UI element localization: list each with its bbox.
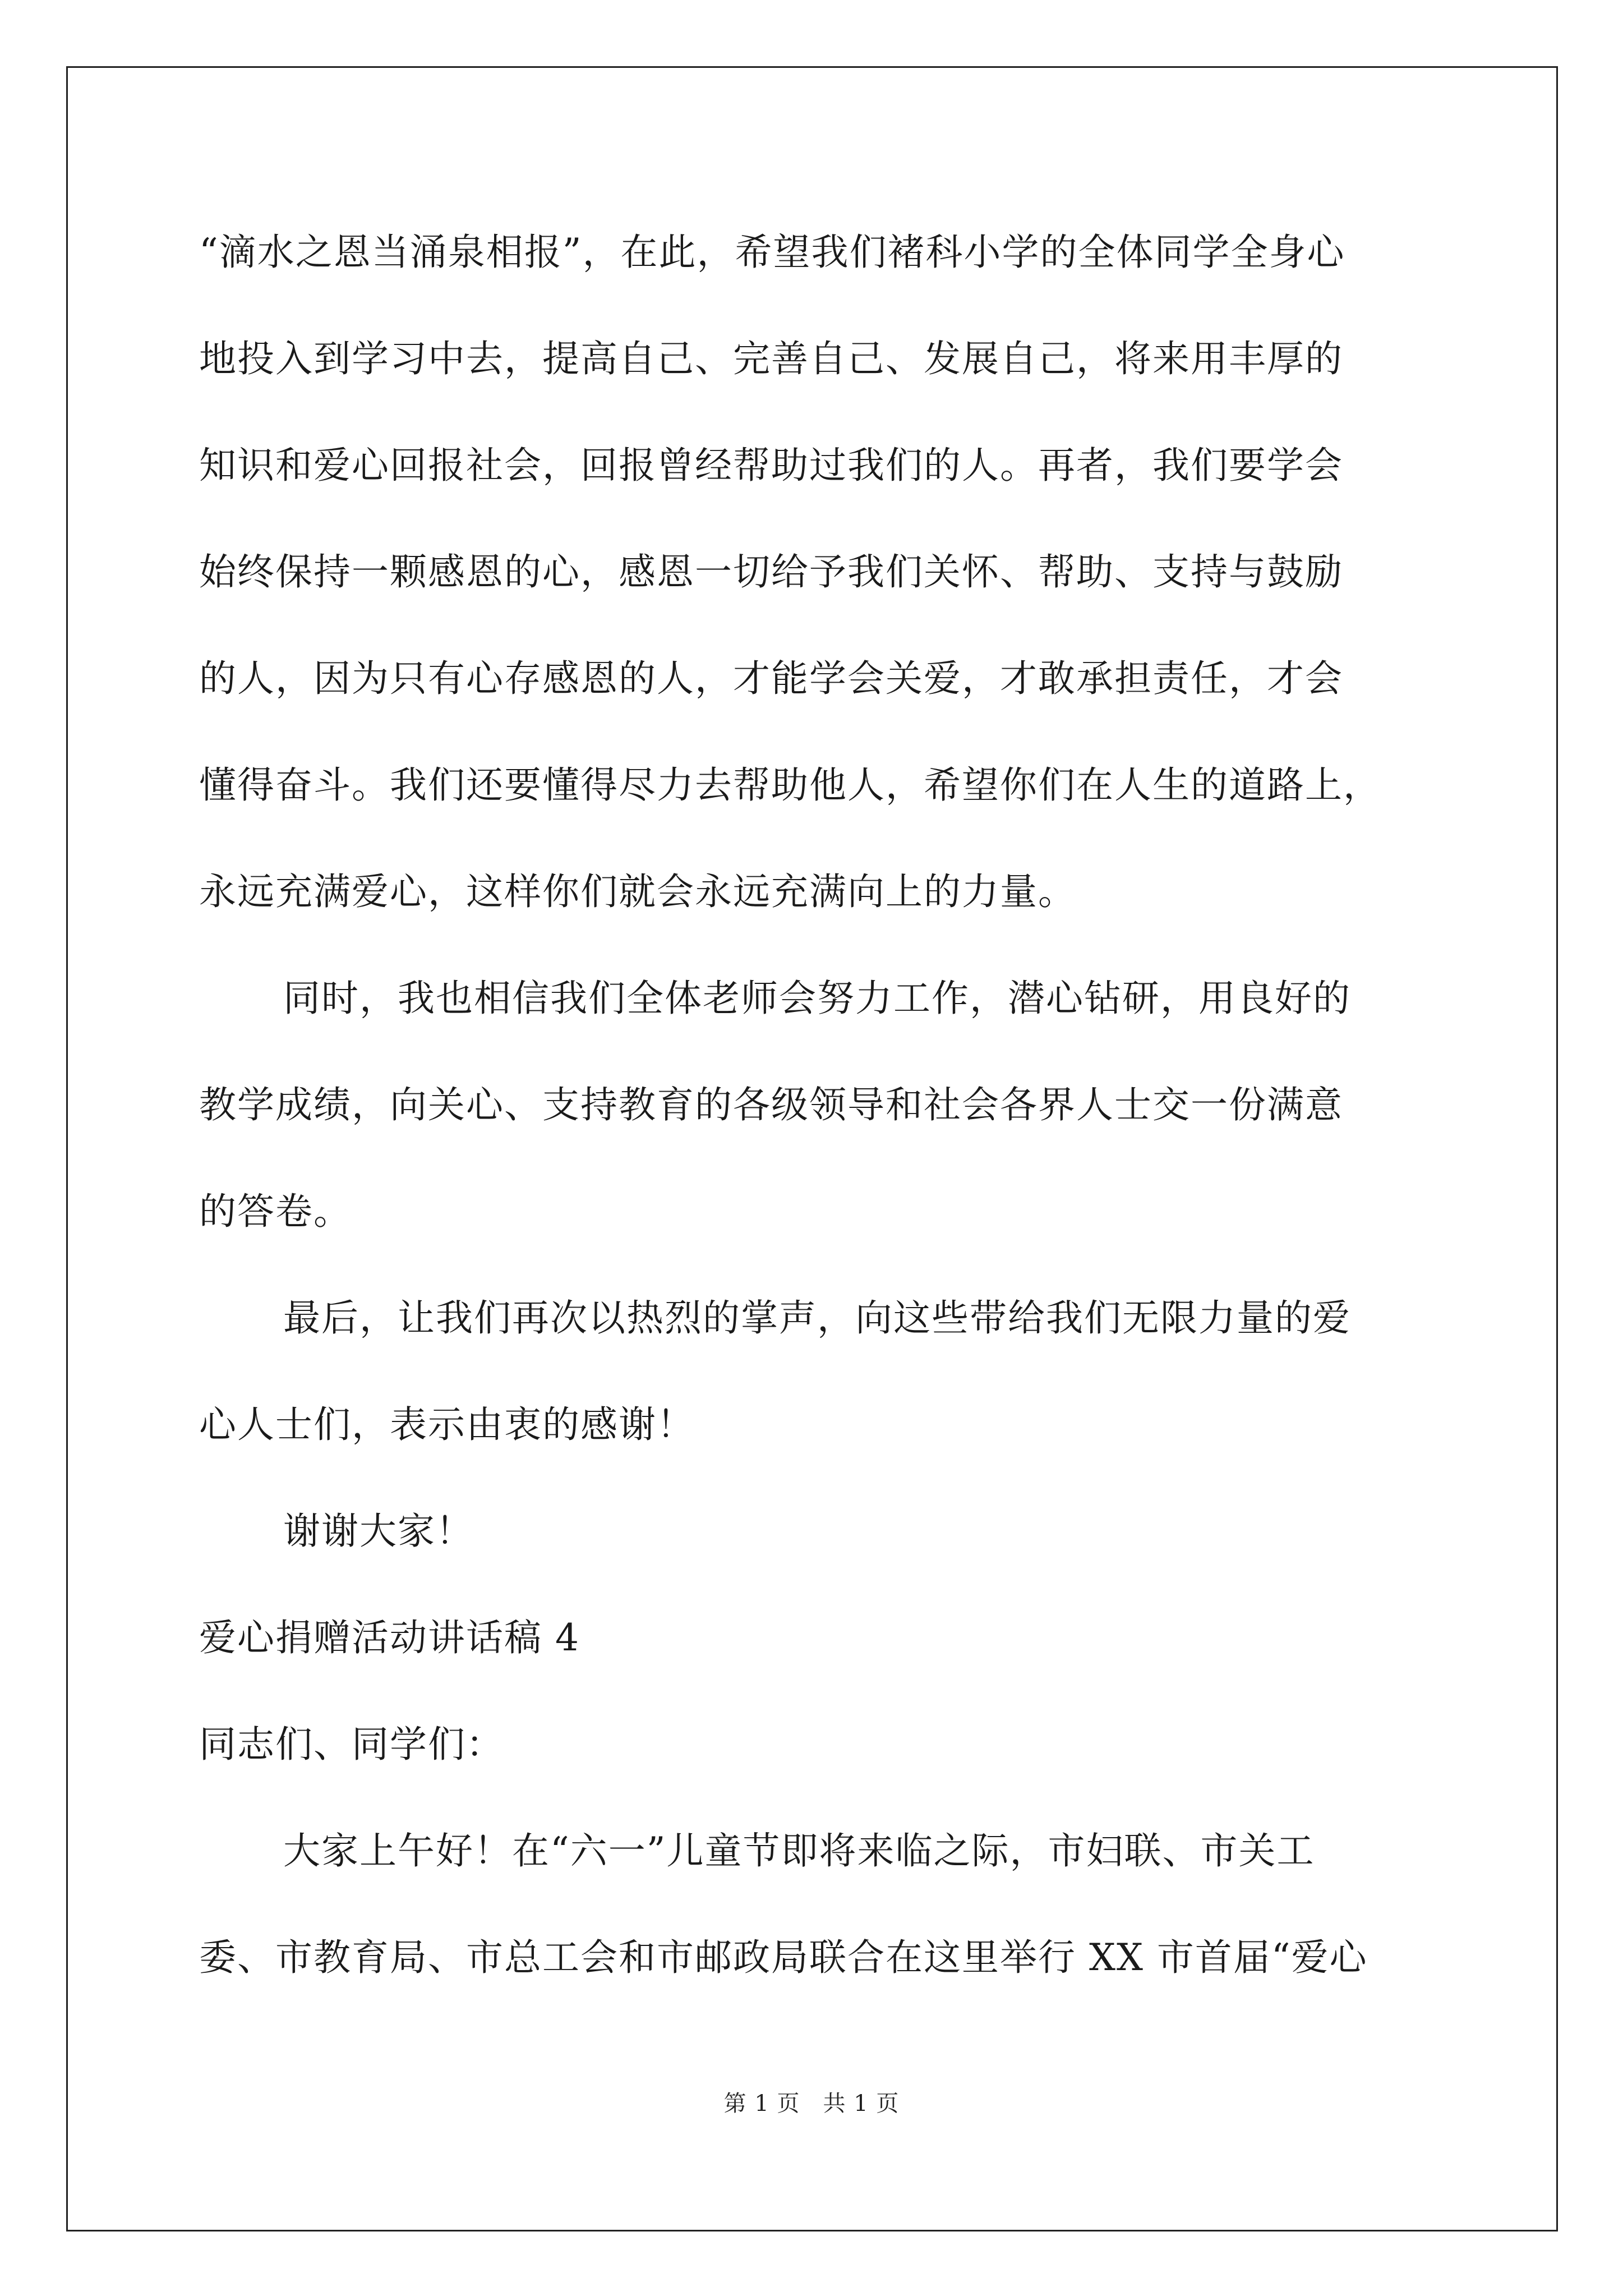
text-line: 心人士们，表示由衷的感谢！ [199, 1403, 695, 1446]
text-line: 同时，我也相信我们全体老师会努力工作，潜心钻研，用良好的 [283, 977, 1351, 1020]
text-line: 的人，因为只有心存感恩的人，才能学会关爱，才敢承担责任，才会 [199, 657, 1343, 700]
section-heading: 爱心捐赠活动讲话稿 4 [199, 1616, 580, 1659]
document-body [199, 199, 1438, 2011]
text-line: 最后，让我们再次以热烈的掌声，向这些带给我们无限力量的爱 [283, 1296, 1351, 1340]
text-line: 始终保持一颗感恩的心，感恩一切给予我们关怀、帮助、支持与鼓励 [199, 550, 1343, 593]
text-line: 永远充满爱心，这样你们就会永远充满向上的力量。 [199, 870, 1076, 913]
text-line: 谢谢大家！ [283, 1510, 474, 1553]
text-line: 委、市教育局、市总工会和市邮政局联合在这里举行 XX 市首届“爱心 [199, 1936, 1368, 1979]
text-line: 地投入到学习中去，提高自己、完善自己、发展自己，将来用丰厚的 [199, 337, 1343, 380]
text-line: 教学成绩，向关心、支持教育的各级领导和社会各界人士交一份满意 [199, 1083, 1343, 1126]
salutation: 同志们、同学们： [199, 1723, 504, 1766]
text-line: 大家上午好！在“六一”儿童节即将来临之际，市妇联、市关工 [283, 1829, 1315, 1872]
text-line: 知识和爱心回报社会，回报曾经帮助过我们的人。再者，我们要学会 [199, 444, 1343, 487]
text-line: 的答卷。 [199, 1190, 352, 1233]
page-number-footer: 第 1 页 共 1 页 [723, 2091, 900, 2116]
text-line: 懂得奋斗。我们还要懂得尽力去帮助他人，希望你们在人生的道路上， [199, 763, 1381, 807]
text-line: “滴水之恩当涌泉相报”，在此，希望我们褚科小学的全体同学全身心 [199, 231, 1345, 274]
